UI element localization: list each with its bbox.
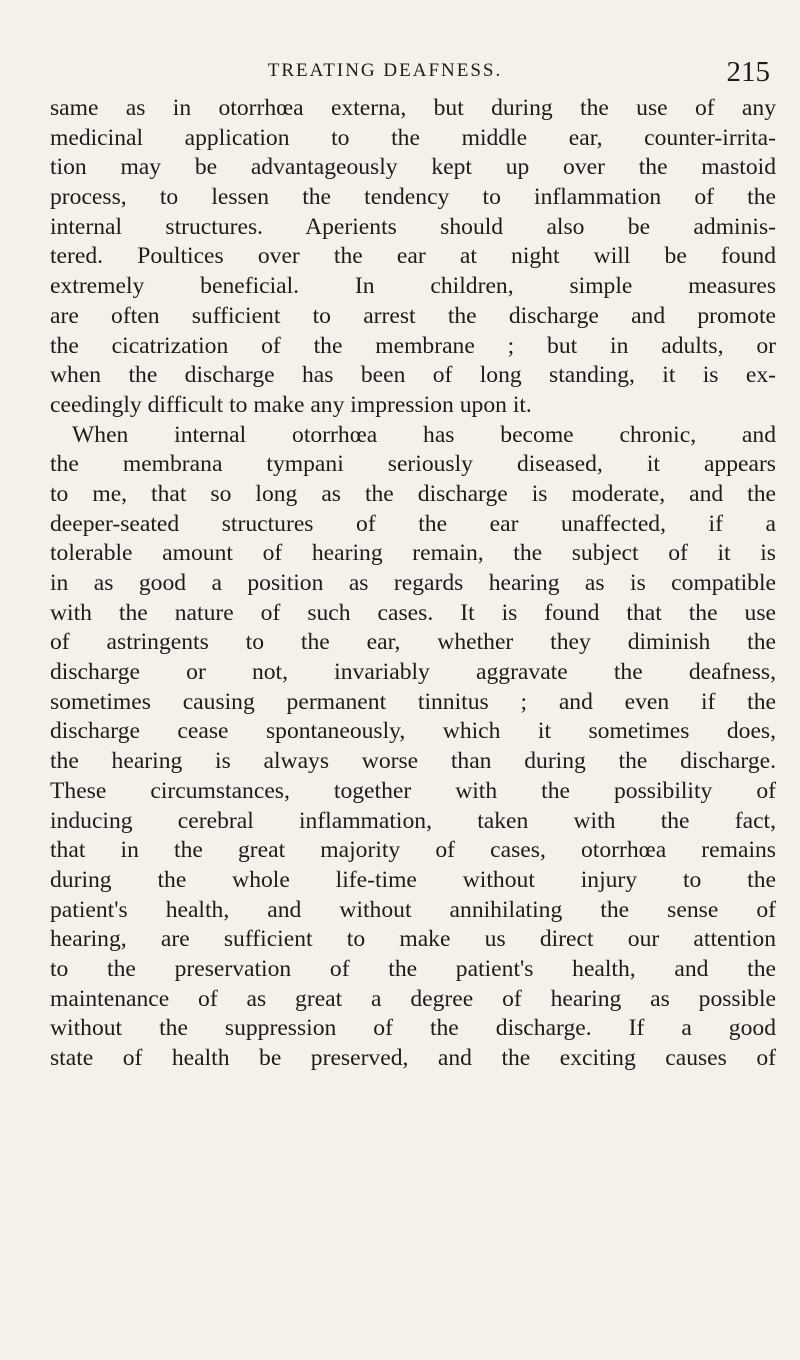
text-line: patient's health, and without annihilating the sense of — [50, 896, 776, 923]
text-line: sometimes causing permanent tinnitus ; and even if the — [50, 688, 776, 715]
text-line: when the discharge has been of long standing, it is ex- — [50, 362, 776, 389]
text-line: ceedingly difficult to make any impression upon it. — [50, 391, 532, 418]
text-line: with the nature of such cases. It is found that the use — [50, 599, 776, 626]
text-line: medicinal application to the middle ear, counter-irrita- — [50, 124, 776, 151]
text-line: without the suppression of the discharge. If a good — [50, 1015, 776, 1042]
paragraph-2 — [50, 421, 776, 1074]
text-line: the membrana tympani seriously diseased, it appears — [50, 451, 776, 478]
text-line: internal structures. Aperients should also be adminis- — [50, 213, 776, 240]
paragraph-1 — [50, 94, 776, 421]
text-line: state of health be preserved, and the exciting causes of — [50, 1045, 776, 1071]
text-line: the hearing is always worse than during the discharge. — [50, 748, 776, 775]
body-text — [50, 94, 776, 1074]
text-line: inducing cerebral inflammation, taken with the fact, — [50, 807, 776, 834]
text-line: the cicatrization of the membrane ; but in adults, or — [50, 332, 776, 359]
text-line: discharge or not, invariably aggravate the deafness, — [50, 659, 776, 686]
text-line: of astringents to the ear, whether they diminish the — [50, 629, 776, 656]
text-line: to me, that so long as the discharge is moderate, and the — [50, 480, 776, 507]
text-line: discharge cease spontaneously, which it sometimes does, — [50, 718, 776, 745]
text-line: that in the great majority of cases, otorrhœa remains — [50, 837, 776, 864]
text-line: same as in otorrhœa externa, but during the use of any — [50, 95, 776, 121]
text-line: deeper-seated structures of the ear unaffected, if a — [50, 510, 776, 537]
text-line: maintenance of as great a degree of hearing as possible — [50, 985, 776, 1012]
text-line: process, to lessen the tendency to inflammation of the — [50, 184, 776, 211]
running-head — [40, 56, 770, 86]
running-title: TREATING DEAFNESS. — [267, 60, 503, 81]
text-line: to the preservation of the patient's health, and the — [50, 955, 776, 982]
text-line: in as good a position as regards hearing as is compatible — [50, 570, 776, 596]
text-line: during the whole life-time without injury to the — [50, 866, 776, 893]
text-line: hearing, are sufficient to make us direct our attention — [50, 926, 776, 953]
page-number: 215 — [726, 56, 770, 88]
text-line: tered. Poultices over the ear at night will be found — [50, 243, 776, 270]
text-line: These circumstances, together with the possibility of — [50, 777, 776, 804]
text-line: tolerable amount of hearing remain, the subject of it is — [50, 540, 776, 567]
text-line: extremely beneficial. In children, simple measures — [50, 273, 776, 300]
text-line: When internal otorrhœa has become chronic, and — [72, 421, 776, 448]
text-line: are often sufficient to arrest the discharge and promote — [50, 302, 776, 329]
text-line: tion may be advantageously kept up over the mastoid — [50, 154, 776, 181]
